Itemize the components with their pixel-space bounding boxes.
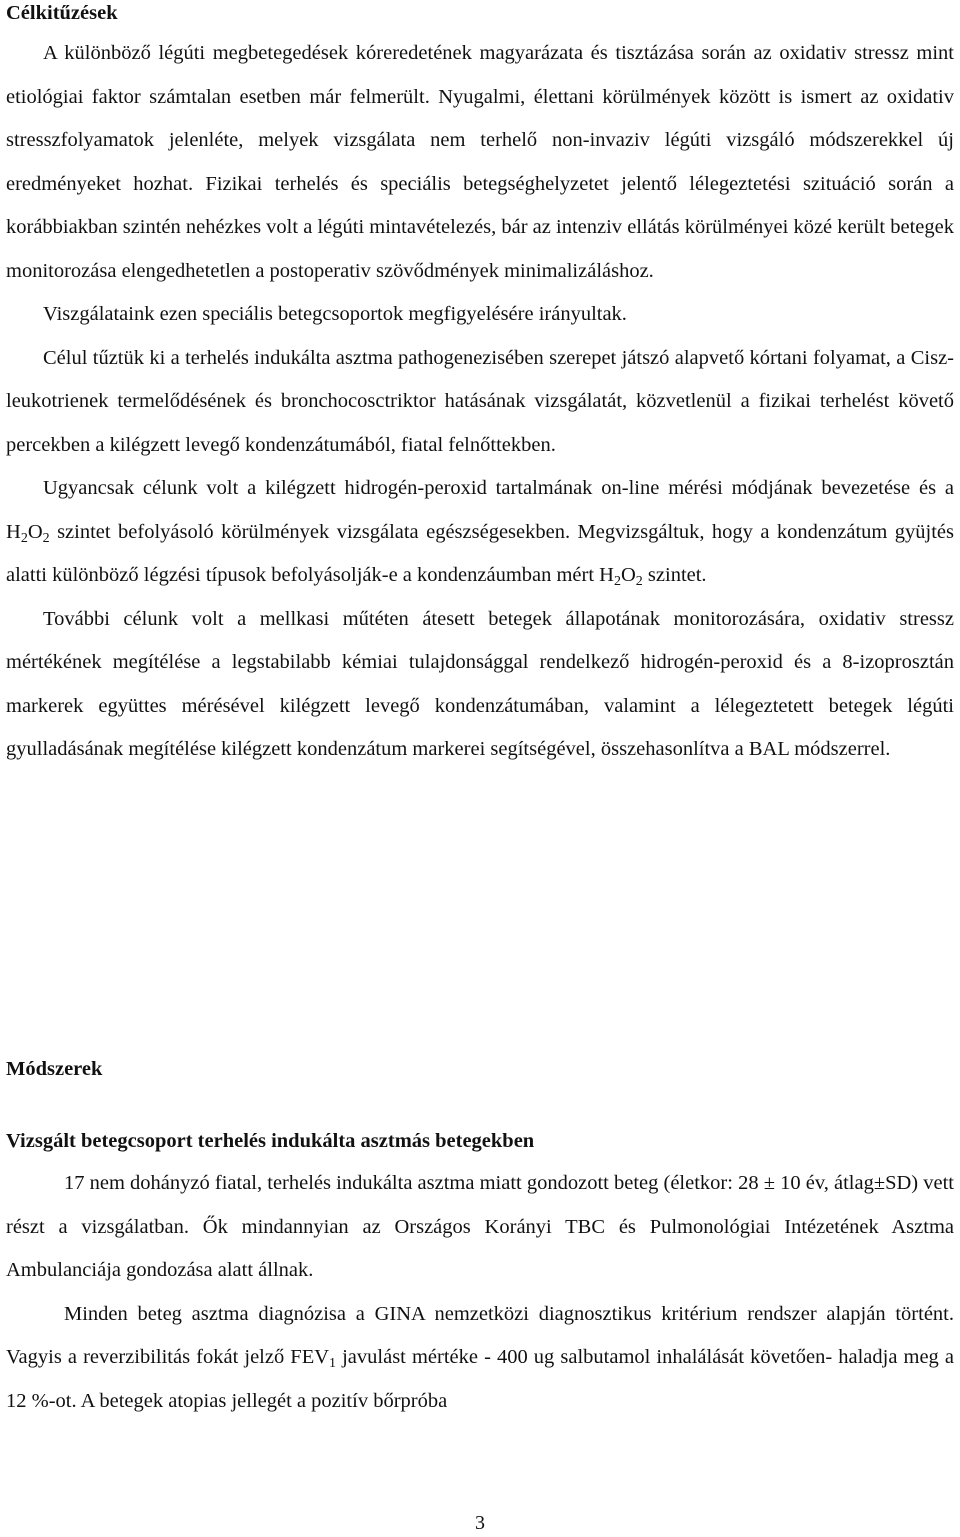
section-heading-celkitutesek: Célkitűzések	[6, 2, 118, 24]
paragraph-4	[6, 467, 954, 598]
celkitutesek-body	[6, 32, 954, 772]
paragraph-5: További célunk volt a mellkasi műtéten átesett betegek állapotának monitorozására, oxidativ stressz mértékének megítélése a legstabilabb kémiai tulajdonsággal rendelkező hidrogén-peroxid és a 8-izoprosztán markerek együttes mérésével kilégzett levegő kondenzátumában, valamint a lélegeztetett betegek légúti gyulladásának megítélése kilégzett kondenzátum markerei segítségével, összehasonlítva a BAL módszerrel.	[6, 607, 954, 760]
subscript-2: 2	[42, 530, 50, 546]
paragraph-3: Célul tűztük ki a terhelés indukálta asztma pathogenezisében szerepet játszó alapvető kórtani folyamat, a Cisz-leukotrienek termelődésének és bronchocosctriktor hatásának vizsgálatát, közvetlenül a fizikai terhelést követő percekben a kilégzett levegő kondenzátumából, fiatal felnőttekben.	[6, 346, 954, 456]
modszerek-body	[6, 1162, 954, 1423]
paragraph-7-part-a: Minden beteg asztma diagnózisa a GINA nemzetközi diagnosztikus kritérium rendszer alapján történt. Vagyis a reverzibilitás fokát jelző FEV	[6, 1302, 954, 1368]
page-number: 3	[475, 1512, 485, 1534]
oxygen-symbol: O	[27, 520, 43, 543]
paragraph-2: Viszgálataink ezen speciális betegcsoportok megfigyelésére irányultak.	[43, 303, 627, 325]
paragraph-1: A különböző légúti megbetegedések kóreredetének magyarázata és tisztázása során az oxidativ stressz mint etiológiai faktor számtalan esetben már felmerült. Nyugalmi, élettani körülmények között is ismert az oxidativ stresszfolyamatok jelenléte, melyek vizsgálata nem terhelő non-invaziv légúti vizsgáló módszerekkel új eredményeket hozhat. Fizikai terhelés és speciális betegséghelyzetet jelentő lélegeztetési szituáció során a korábbiakban szintén nehézkes volt a légúti mintavételezés, bár az intenziv ellátás körülményei közé került betegek monitorozása elengedhetetlen a postoperativ szövődmények minimalizáláshoz.	[6, 42, 954, 282]
paragraph-6: 17 nem dohányzó fiatal, terhelés indukálta asztma miatt gondozott beteg (életkor: 28 ± 10 év, átlag±SD) vett részt a vizsgálatban. Ők mindannyian az Országos Korányi TBC és Pulmonológiai Intézetének Asztma Ambulanciája gondozása alatt állnak.	[6, 1172, 954, 1281]
oxygen-symbol: O	[620, 564, 636, 586]
paragraph-4-part-c: szintet.	[642, 564, 707, 586]
subscript-1: 1	[329, 1356, 337, 1371]
paragraph-4-part-b: szintet befolyásoló körülmények vizsgálata egészségesekben. Megvizsgáltuk, hogy a kondenzátum gyüjtés alatti különböző légzési típusok befolyásolják-e a kondenzáumban mért H	[6, 520, 954, 586]
paragraph-7	[6, 1293, 954, 1424]
subsection-heading: Vizsgált betegcsoport terhelés indukálta asztmás betegekben	[6, 1130, 535, 1152]
subscript-2: 2	[635, 574, 643, 589]
paragraph-4-part-a: Ugyancsak célunk volt a kilégzett hidrogén-peroxid tartalmának on-line mérési módjának bevezetése és a H	[6, 477, 954, 543]
subscript-2: 2	[20, 530, 28, 546]
section-heading-modszerek: Módszerek	[6, 1058, 103, 1080]
subscript-2: 2	[613, 574, 621, 589]
paragraph-7-part-b: javulást mértéke - 400 ug salbutamol inhalálását követően- haladja meg a 12 %-ot. A betegek atopias jellegét a pozitív bőrpróba	[6, 1346, 954, 1412]
